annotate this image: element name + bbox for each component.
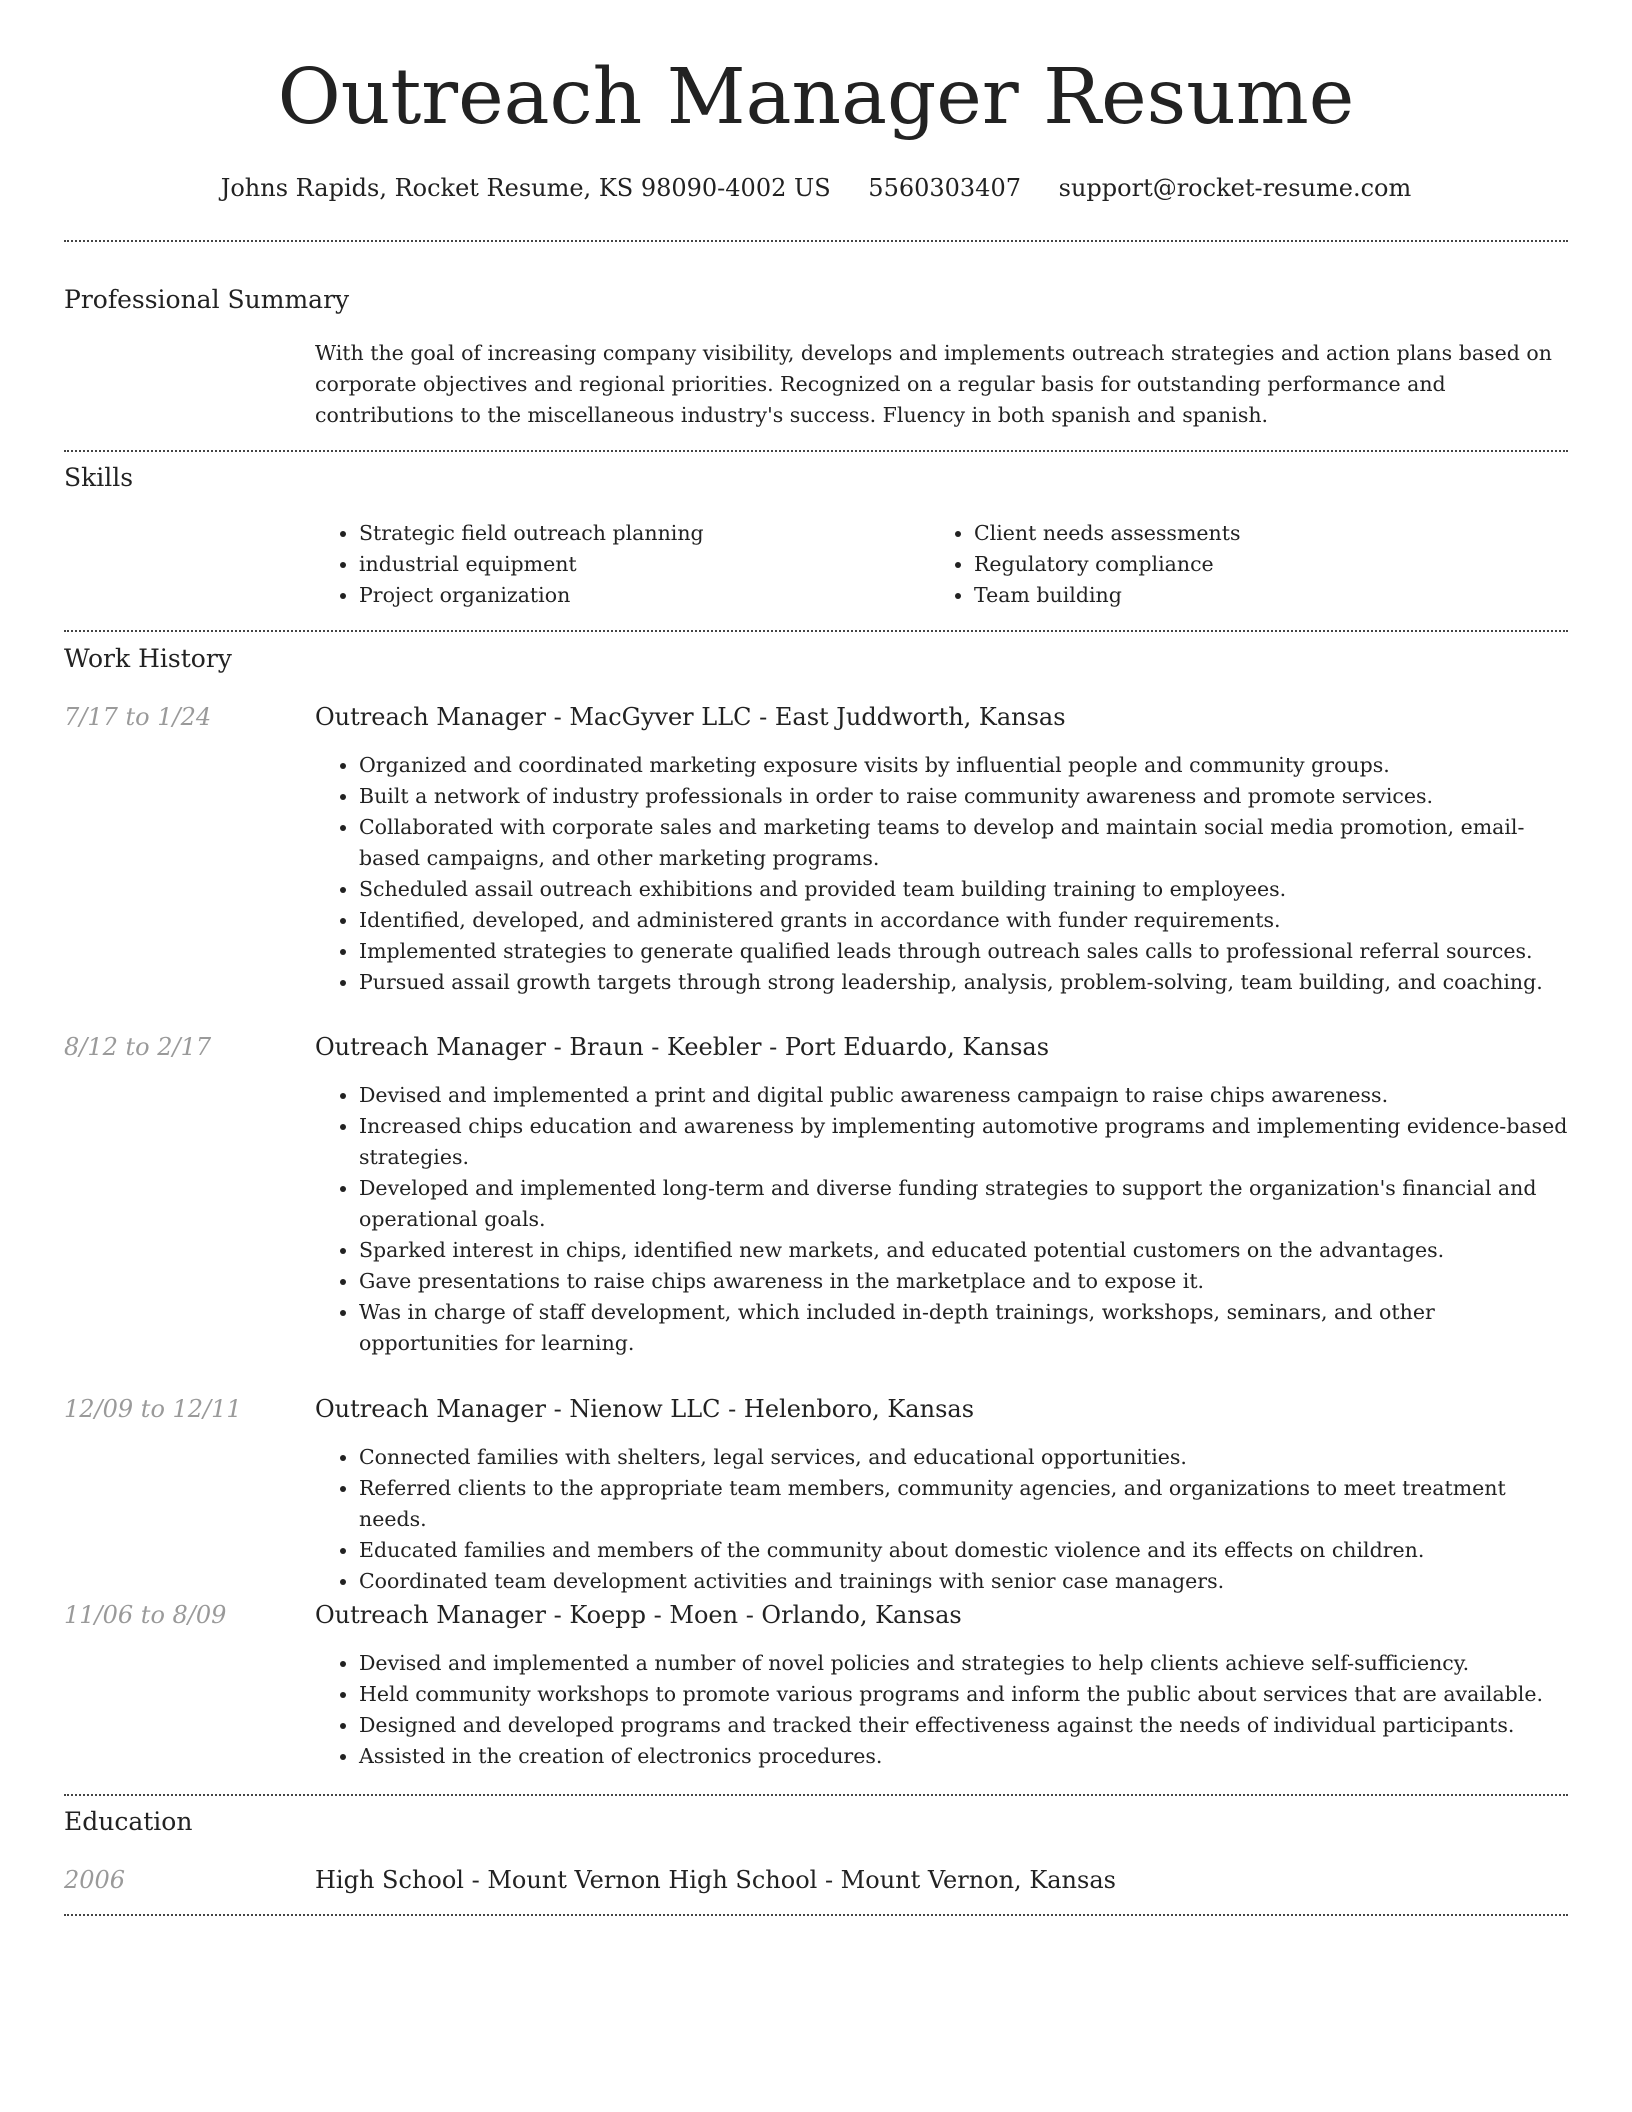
job-bullet: • Designed and developed programs and tracked their effectiveness against the needs of individual participants.: [359, 1710, 1568, 1741]
skill-item: • Project organization: [359, 580, 915, 611]
contact-line: [64, 170, 1568, 206]
skills-column-right: [930, 518, 1530, 611]
job-dates: 12/09 to 12/11: [64, 1395, 242, 1423]
job-bullet: • Devised and implemented a number of novel policies and strategies to help clients achieve self-sufficiency.: [359, 1648, 1568, 1679]
job-bullet: • Identified, developed, and administered grants in accordance with funder requirements.: [359, 905, 1568, 936]
job-bullet: • Assisted in the creation of electronics procedures.: [359, 1741, 1568, 1772]
contact-email: support@rocket-resume.com: [1058, 174, 1412, 202]
job-title: Outreach Manager - Braun - Keebler - Port Eduardo, Kansas: [315, 1033, 1050, 1061]
job-bullet: • Referred clients to the appropriate team members, community agencies, and organizations to meet treatment needs.: [359, 1473, 1568, 1535]
job-dates: 8/12 to 2/17: [64, 1033, 212, 1061]
skill-item: • Team building: [974, 580, 1530, 611]
skills-heading: Skills: [64, 463, 134, 492]
job-bullet: • Educated families and members of the community about domestic violence and its effects on children.: [359, 1535, 1568, 1566]
summary-text: With the goal of increasing company visibility, develops and implements outreach strategies and action plans based on corporate objectives and regional priorities. Recognized on a regular basis for outstanding performance and contributions to the miscellaneous industry's success. Fluency in both spanish and spanish.: [315, 341, 1552, 427]
divider: [64, 630, 1568, 632]
skill-item: • Strategic field outreach planning: [359, 518, 915, 549]
job-bullet: • Held community workshops to promote various programs and inform the public about services that are available.: [359, 1679, 1568, 1710]
job-bullets: [315, 1648, 1568, 1772]
job-bullet: • Scheduled assail outreach exhibitions and provided team building training to employees.: [359, 874, 1568, 905]
job-bullet: • Collaborated with corporate sales and marketing teams to develop and maintain social media promotion, email-based campaigns, and other marketing programs.: [359, 812, 1568, 874]
divider: [64, 1914, 1568, 1916]
skill-item: • industrial equipment: [359, 549, 915, 580]
contact-phone: 5560303407: [868, 174, 1021, 202]
job-bullet: • Increased chips education and awareness by implementing automotive programs and implementing evidence-based strategies.: [359, 1111, 1568, 1173]
education-title: High School - Mount Vernon High School - Mount Vernon, Kansas: [315, 1866, 1116, 1894]
education-year: 2006: [64, 1866, 126, 1894]
skill-item: • Client needs assessments: [974, 518, 1530, 549]
job-bullets: [315, 1080, 1568, 1359]
job-bullet: • Sparked interest in chips, identified new markets, and educated potential customers on the advantages.: [359, 1235, 1568, 1266]
job-bullet: • Connected families with shelters, legal services, and educational opportunities.: [359, 1442, 1568, 1473]
job-bullets: [315, 750, 1568, 998]
job-title: Outreach Manager - Koepp - Moen - Orlando, Kansas: [315, 1601, 962, 1629]
divider: [64, 1794, 1568, 1796]
job-title: Outreach Manager - Nienow LLC - Helenboro, Kansas: [315, 1395, 975, 1423]
job-bullet: • Devised and implemented a print and digital public awareness campaign to raise chips awareness.: [359, 1080, 1568, 1111]
divider: [64, 240, 1568, 242]
summary-heading: Professional Summary: [64, 285, 350, 314]
job-bullet: • Pursued assail growth targets through strong leadership, analysis, problem-solving, team building, and coaching.: [359, 967, 1568, 998]
work-history-heading: Work History: [64, 644, 232, 673]
job-bullet: • Built a network of industry professionals in order to raise community awareness and promote services.: [359, 781, 1568, 812]
divider: [64, 450, 1568, 452]
education-heading: Education: [64, 1807, 193, 1836]
skill-item: • Regulatory compliance: [974, 549, 1530, 580]
job-bullets: [315, 1442, 1568, 1597]
job-bullet: • Gave presentations to raise chips awareness in the marketplace and to expose it.: [359, 1266, 1568, 1297]
job-dates: 11/06 to 8/09: [64, 1601, 227, 1629]
job-dates: 7/17 to 1/24: [64, 703, 212, 731]
skills-column-left: [315, 518, 915, 611]
job-bullet: • Implemented strategies to generate qualified leads through outreach sales calls to professional referral sources.: [359, 936, 1568, 967]
job-bullet: • Developed and implemented long-term and diverse funding strategies to support the organization's financial and operational goals.: [359, 1173, 1568, 1235]
contact-address: Johns Rapids, Rocket Resume, KS 98090-4002 US: [220, 174, 831, 202]
job-bullet: • Coordinated team development activities and trainings with senior case managers.: [359, 1566, 1568, 1597]
resume-title: Outreach Manager Resume: [277, 53, 1355, 142]
job-bullet: • Was in charge of staff development, which included in-depth trainings, workshops, seminars, and other opportunities for learning.: [359, 1297, 1568, 1359]
job-bullet: • Organized and coordinated marketing exposure visits by influential people and community groups.: [359, 750, 1568, 781]
job-title: Outreach Manager - MacGyver LLC - East Juddworth, Kansas: [315, 703, 1066, 731]
